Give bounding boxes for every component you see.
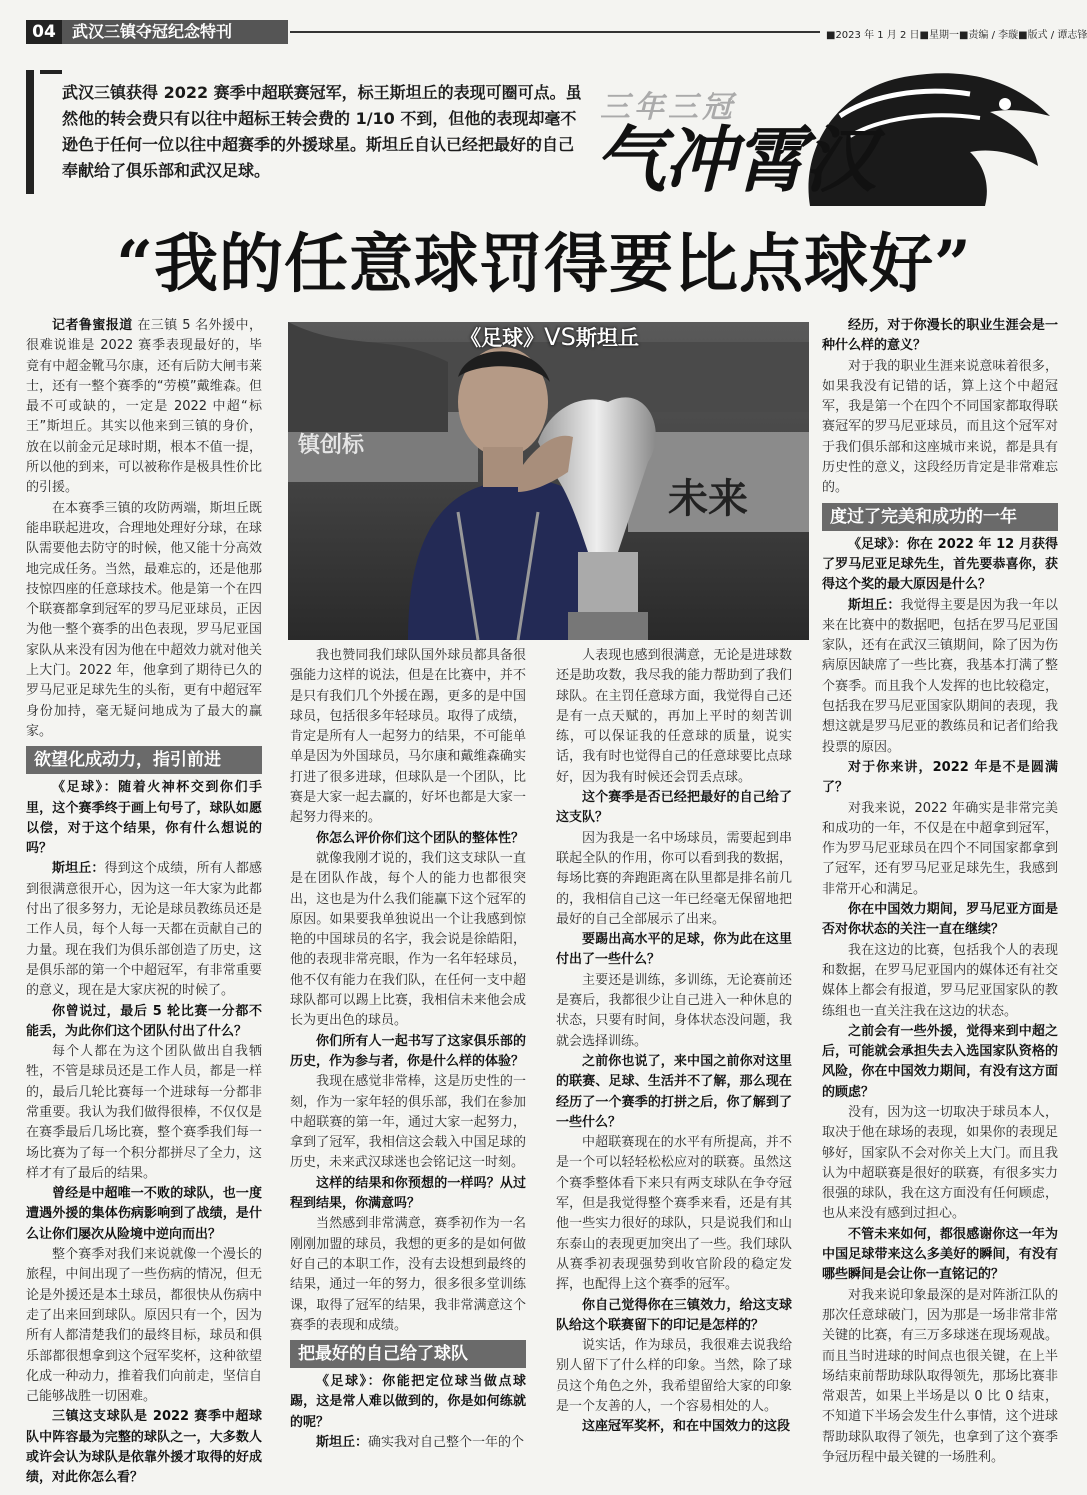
interview-question: 这样的结果和你预想的一样吗？从过程到结果，你满意吗？	[290, 1175, 526, 1212]
interview-question: 《足球》：随着火神杯交到你们手里，这个赛季终于画上句号了，球队如愿以偿，对于这个结果，你有什么想说的吗？	[26, 780, 262, 857]
interview-question: 之前你也说了，来中国之前你对这里的联赛、足球、生活并不了解，那么现在经历了一个赛季的打拼之后，你了解到了一些什么？	[556, 1053, 792, 1130]
paragraph-text: 在三镇 5 名外援中，很难说谁是 2022 赛季表现最好的，毕竟有中超金靴马尔康，还有后防大闸韦莱士，还有一整个赛季的“劳模”戴维森。但最不可或缺的，一定是 2022 中超“标王”斯坦丘。其实以他来到三镇的身价，放在以前金元足球时期，根本不值一提，所以他的到来，可以被称作是极具性价比的引援。	[26, 318, 262, 496]
interview-question: 你怎么评价你们这个团队的整体性？	[316, 830, 525, 846]
interview-question: 你自己觉得你在三镇效力，给这支球队给这个联赛留下的印记是怎样的？	[556, 1297, 792, 1333]
interview-question: 这座冠军奖杯，和在中国效力的这段	[582, 1419, 791, 1435]
header-rule	[290, 31, 820, 33]
banner-text-left: 镇创标	[298, 433, 365, 458]
article-column-2	[290, 646, 526, 1476]
interview-question: 之前会有一些外援，觉得来到中超之后，可能就会承担失去入选国家队资格的风险，你在中国效力期间，有没有这方面的顾虑？	[822, 1023, 1058, 1100]
page-number: 04	[26, 20, 62, 44]
interview-question: 要踢出高水平的足球，你为此在这里付出了一些什么？	[556, 932, 792, 968]
banner-text-right: 未来	[668, 476, 748, 522]
body-paragraph: 主要还是训练，多训练，无论赛前还是赛后，我都很少让自己进入一种休息的状态，只要有时间，身体状态没问题，我就会选择训练。	[556, 972, 792, 1049]
body-paragraph: 当然感到非常满意，赛季初作为一名刚刚加盟的球员，我想的更多的是如何做好自己的本职工作，没有去设想到最终的结果，通过一年的努力，很多很多堂训练课，取得了冠军的结果，我非常满意这个赛季的表现和成绩。	[290, 1216, 526, 1333]
body-paragraph: 对我来说印象最深的是对阵浙江队的那次任意球破门，因为那是一场非常非常关键的比赛，有三万多球迷在现场观战。而且当时进球的时间点也很关键，在上半场结束前帮助球队取得领先，那场比赛非常艰苦，如果上半场是以 0 比 0 结束，不知道下半场会发生什么事情，这个进球帮助球队取得了领先，也拿到了这个赛季争冠历程中最关键的一场胜利。	[822, 1287, 1058, 1466]
section-heading: 度过了完美和成功的一年	[822, 503, 1058, 531]
brand-large-text: 气冲霄汉	[594, 118, 875, 202]
interview-question: 你们所有人一起书写了这家俱乐部的历史，作为参与者，你是什么样的体验？	[290, 1033, 526, 1069]
lead-paragraph: 武汉三镇获得 2022 赛季中超联赛冠军，标王斯坦丘的表现可圈可点。虽然他的转会费只有以往中超标王转会费的 1/10 不到，但他的表现却毫不逊色于任何一位以往中超赛季的外援球星。斯坦丘自认已经把最好的自己奉献给了俱乐部和武汉足球。	[62, 83, 582, 180]
body-paragraph	[26, 316, 262, 499]
body-paragraph: 没有，因为这一切取决于球员本人，取决于他在球场的表现，如果你的表现足够好，国家队不会对你关上大门。而且我认为中超联赛是很好的联赛，有很多实力很强的球队，我在这方面没有任何顾虑，也从来没有感到过担心。	[822, 1104, 1058, 1222]
section-heading: 把最好的自己给了球队	[290, 1340, 526, 1368]
body-paragraph: 我也赞同我们球队国外球员都具备很强能力这样的说法，但是在比赛中，并不是只有我们几个外援在踢，更多的是中国球员，包括很多年轻球员。取得了成绩，肯定是所有人一起努力的结果，不可能单单是因为外国球员，马尔康和戴维森确实打进了很多进球，但球队是一个团队，比赛是大家一起去赢的，好坏也都是大家一起努力得来的。	[290, 648, 526, 826]
interview-question: 《足球》：你在 2022 年 12 月获得了罗马尼亚足球先生，首先要恭喜你，获得这个奖的最大原因是什么？	[822, 536, 1058, 593]
body-paragraph: 说实话，作为球员，我很难去说我给别人留下了什么样的印象。当然，除了球员这个角色之外，我希望留给大家的印象是一个友善的人，一个容易相处的人。	[556, 1338, 792, 1414]
speaker-name: 斯坦丘：	[848, 597, 901, 613]
interview-question: 曾经是中超唯一不败的球队，也一度遭遇外援的集体伤病影响到了战绩，是什么让你们屡次从险境中逆向而出？	[26, 1186, 262, 1242]
body-paragraph: 中超联赛现在的水平有所提高，并不是一个可以轻轻松松应对的联赛。虽然这个赛季整体看下来只有两支球队在争夺冠军，但是我觉得整个赛季来看，还是有其他一些实力很好的球队，只是说我们和山东泰山的表现更加突出了一些。我们球队从赛季初表现强势到收官阶段的稳定发挥，也配得上这个赛季的冠军。	[556, 1135, 792, 1293]
lead-bracket-cap	[40, 70, 62, 74]
body-paragraph: 对我来说，2022 年确实是非常完美和成功的一年，不仅是在中超拿到冠军，作为罗马尼亚球员在四个不同国家都拿到了冠军，还有罗马尼亚足球先生，我感到非常开心和满足。	[822, 800, 1058, 897]
headline: “我的任意球罚得要比点球好”	[116, 227, 972, 302]
caption-vs: VS	[544, 323, 576, 351]
brand-small-text: 三年三冠	[600, 90, 736, 125]
answer-text: 得到这个成绩，所有人都感到很满意很开心，因为这一年大家为此都付出了很多努力，无论是球员教练员还是工作人员，每个人每一天都在贡献自己的力量。现在我们为俱乐部创造了历史，这是俱乐部的第一个中超冠军，有非常重要的意义，现在是大家庆祝的时候了。	[26, 861, 262, 999]
interview-answer	[822, 596, 1058, 758]
body-paragraph: 在本赛季三镇的攻防两端，斯坦丘既能串联起进攻，合理地处理好分球，在球队需要他去防守的时候，他又能十分高效地完成任务。当然，最难忘的，还是他那技惊四座的任意球技术。他是第一个在四个联赛都拿到冠军的罗马尼亚球员，正因为他一整个赛季的出色表现，罗马尼亚国家队从来没有因为他在中超效力就对他关上大门。2022 年，他拿到了期待已久的罗马尼亚足球先生的头衔，更有中超冠军身份加持，毫无疑问地成为了最大的赢家。	[26, 500, 262, 739]
interview-question: 你曾说过，最后 5 轮比赛一分都不能丢，为此你们这个团队付出了什么？	[26, 1003, 262, 1039]
interview-question: 这个赛季是否已经把最好的自己给了这支队？	[556, 790, 792, 826]
interview-question: 你在中国效力期间，罗马尼亚方面是否对你状态的关注一直在继续？	[822, 902, 1058, 938]
article-column-4	[822, 316, 1058, 1476]
photo-illustration	[288, 322, 809, 640]
article-column-1	[26, 316, 262, 1486]
photo-caption	[290, 322, 809, 352]
date-line: ■2023 年 1 月 2 日■星期一■责编 / 李璇■版式 / 谭志锋	[826, 30, 1087, 41]
player-trophy-photo	[288, 322, 809, 640]
answer-text: 确实我对自己整个一年的个	[368, 1434, 525, 1450]
body-paragraph: 对于我的职业生涯来说意味着很多，如果我没有记错的话，算上这个中超冠军，我是第一个在四个不同国家都取得联赛冠军的罗马尼亚球员，而且这个冠军对于我们俱乐部和这座城市来说，都是具有历史性的意义，这段经历肯定是非常难忘的。	[822, 358, 1058, 496]
caption-paper: 《足球》	[460, 326, 545, 350]
body-paragraph: 每个人都在为这个团队做出自我牺牲，不管是球员还是工作人员，都是一样的，最后几轮比赛每一个进球每一分都非常重要。我认为我们做得很棒，不仅仅是在赛季最后几场比赛，整个赛季我们每一场比赛为了每一个积分都拼尽了全力，这样才有了最后的结果。	[26, 1044, 262, 1181]
speaker-name: 斯坦丘：	[52, 861, 105, 877]
interview-question: 《足球》：你能把定位球当做点球踢，这是常人难以做到的，你是如何练就的呢？	[290, 1374, 526, 1430]
article-column-3	[556, 646, 792, 1476]
body-paragraph: 整个赛季对我们来说就像一个漫长的旅程，中间出现了一些伤病的情况，但无论是外援还是本土球员，都很快从伤病中走了出来回到球队。原因只有一个，因为所有人都清楚我们的最终目标，球员和俱乐部都很想拿到这个冠军奖杯，这种欲望化成一种动力，推着我们向前走，坚信自己能够战胜一切困难。	[26, 1247, 262, 1405]
interview-question: 经历，对于你漫长的职业生涯会是一种什么样的意义？	[822, 318, 1058, 354]
byline: 记者鲁蜜报道	[52, 318, 133, 333]
interview-answer	[290, 1433, 526, 1453]
body-paragraph: 我在这边的比赛，包括我个人的表现和数据，在罗马尼亚国内的媒体还有社交媒体上都会有报道，罗马尼亚国家队的教练组也一直关注我在这边的状态。	[822, 942, 1058, 1019]
caption-player: 斯坦丘	[575, 326, 639, 350]
body-paragraph: 我现在感觉非常棒，这是历史性的一刻，作为一家年轻的俱乐部，我们在参加中超联赛的第一年，通过大家一起努力，拿到了冠军，我相信这会载入中国足球的历史，未来武汉球迷也会铭记这一时刻。	[290, 1074, 526, 1171]
interview-question: 三镇这支球队是 2022 赛季中超球队中阵容最为完整的球队之一，大多数人或许会认为球队是依靠外援才取得的好成绩，对此你怎么看？	[26, 1409, 262, 1486]
interview-answer	[26, 859, 262, 1001]
section-heading: 欲望化成动力，指引前进	[26, 746, 262, 774]
body-paragraph: 就像我刚才说的，我们这支球队一直是在团队作战，每个人的能力也都很突出，这也是为什么我们能赢下这个冠军的原因。如果要我单独说出一个让我感到惊艳的中国球员的名字，我会说是徐皓阳，他的表现非常亮眼，作为一名年轻球员，他不仅有能力在我们队，在任何一支中超球队都可以踢上比赛，我相信未来他会成长为更出色的球员。	[290, 850, 526, 1029]
answer-text: 我觉得主要是因为我一年以来在比赛中的数据吧，包括在罗马尼亚国家队，还有在武汉三镇期间，除了因为伤病原因缺席了一些比赛，我基本打满了整个赛季。而且我个人发挥的也比较稳定，包括我在罗马尼亚国家队期间的表现，我想这就是罗马尼亚的教练员和记者们给我投票的原因。	[822, 597, 1058, 755]
interview-question: 不管未来如何，都很感谢你这一年为中国足球带来这么多美好的瞬间，有没有哪些瞬间是会让你一直铭记的？	[822, 1226, 1058, 1283]
lead-bracket	[26, 70, 34, 194]
section-title: 武汉三镇夺冠纪念特刊	[62, 20, 288, 44]
interview-question: 对于你来讲，2022 年是不是圆满了？	[822, 759, 1058, 796]
body-paragraph: 因为我是一名中场球员，需要起到串联起全队的作用，你可以看到我的数据，每场比赛的奔跑距离在队里都是排名前几的，我相信自己这一年已经毫无保留地把最好的自己全部展示了出来。	[556, 830, 792, 927]
body-paragraph: 人表现也感到很满意，无论是进球数还是助攻数，我尽我的能力帮助到了我们球队。在主罚任意球方面，我觉得自己还是有一点天赋的，再加上平时的刻苦训练，可以保证我的任意球的质量，说实话，我有时也觉得自己的任意球要比点球好，因为我有时候还会罚丢点球。	[556, 648, 792, 785]
speaker-name: 斯坦丘：	[316, 1434, 369, 1450]
